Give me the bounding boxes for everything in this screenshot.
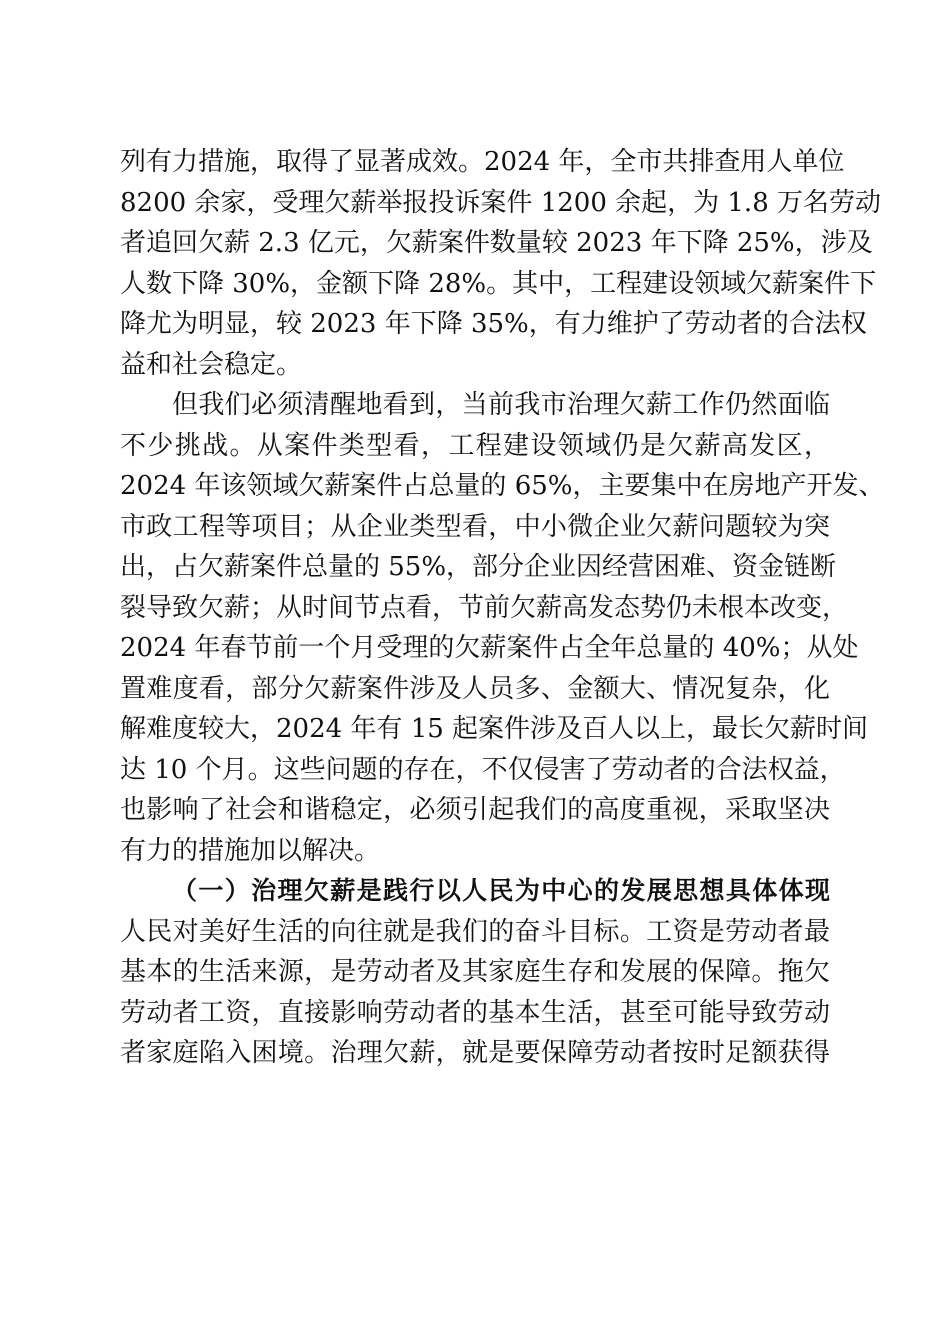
text-line: 2024 年春节前一个月受理的欠薪案件占全年总量的 40%；从处 xyxy=(120,633,859,663)
text-line: 人数下降 30%，金额下降 28%。其中，工程建设领域欠薪案件下 xyxy=(120,268,877,299)
paragraph-challenges xyxy=(120,385,885,871)
text-line: 出，占欠薪案件总量的 55%，部分企业因经营困难、资金链断 xyxy=(120,552,837,582)
text-line: 置难度看，部分欠薪案件涉及人员多、金额大、情况复杂，化 xyxy=(120,673,830,704)
text-line: 8200 余家，受理欠薪举报投诉案件 1200 余起，为 1.8 万名劳动 xyxy=(120,187,882,218)
text-line: 2024 年该领域欠薪案件占总量的 65%，主要集中在房地产开发、 xyxy=(120,471,885,501)
text-line: 人民对美好生活的向往就是我们的奋斗目标。工资是劳动者最 xyxy=(120,916,830,947)
section-heading-text: （一）治理欠薪是践行以人民为中心的发展思想具体体现 xyxy=(172,876,830,905)
text-line: 益和社会稳定。 xyxy=(120,349,303,380)
paragraph-achievements xyxy=(120,142,882,385)
text-line: 但我们必须清醒地看到，当前我市治理欠薪工作仍然面临 xyxy=(172,390,830,420)
document-body xyxy=(120,142,885,1074)
paragraph-people-centered xyxy=(120,912,830,1074)
text-line: 达 10 个月。这些问题的存在，不仅侵害了劳动者的合法权益， xyxy=(120,754,846,785)
text-line: 劳动者工资，直接影响劳动者的基本生活，甚至可能导致劳动 xyxy=(120,997,830,1028)
section-heading xyxy=(120,871,830,912)
text-line: 也影响了社会和谐稳定，必须引起我们的高度重视，采取坚决 xyxy=(120,795,830,825)
text-line: 降尤为明显，较 2023 年下降 35%，有力维护了劳动者的合法权 xyxy=(120,309,867,339)
text-line: 解难度较大，2024 年有 15 起案件涉及百人以上，最长欠薪时间 xyxy=(120,714,869,744)
text-line: 不少挑战。从案件类型看，工程建设领域仍是欠薪高发区， xyxy=(120,430,830,461)
text-line: 基本的生活来源，是劳动者及其家庭生存和发展的保障。拖欠 xyxy=(120,957,830,987)
text-line: 有力的措施加以解决。 xyxy=(120,835,381,866)
text-line: 者追回欠薪 2.3 亿元，欠薪案件数量较 2023 年下降 25%，涉及 xyxy=(120,228,873,258)
text-line: 裂导致欠薪；从时间节点看，节前欠薪高发态势仍未根本改变， xyxy=(120,592,849,623)
text-line: 市政工程等项目；从企业类型看，中小微企业欠薪问题较为突 xyxy=(120,511,830,542)
text-line: 列有力措施，取得了显著成效。2024 年，全市共排查用人单位 xyxy=(120,147,845,177)
text-line: 者家庭陷入困境。治理欠薪，就是要保障劳动者按时足额获得 xyxy=(120,1038,830,1068)
